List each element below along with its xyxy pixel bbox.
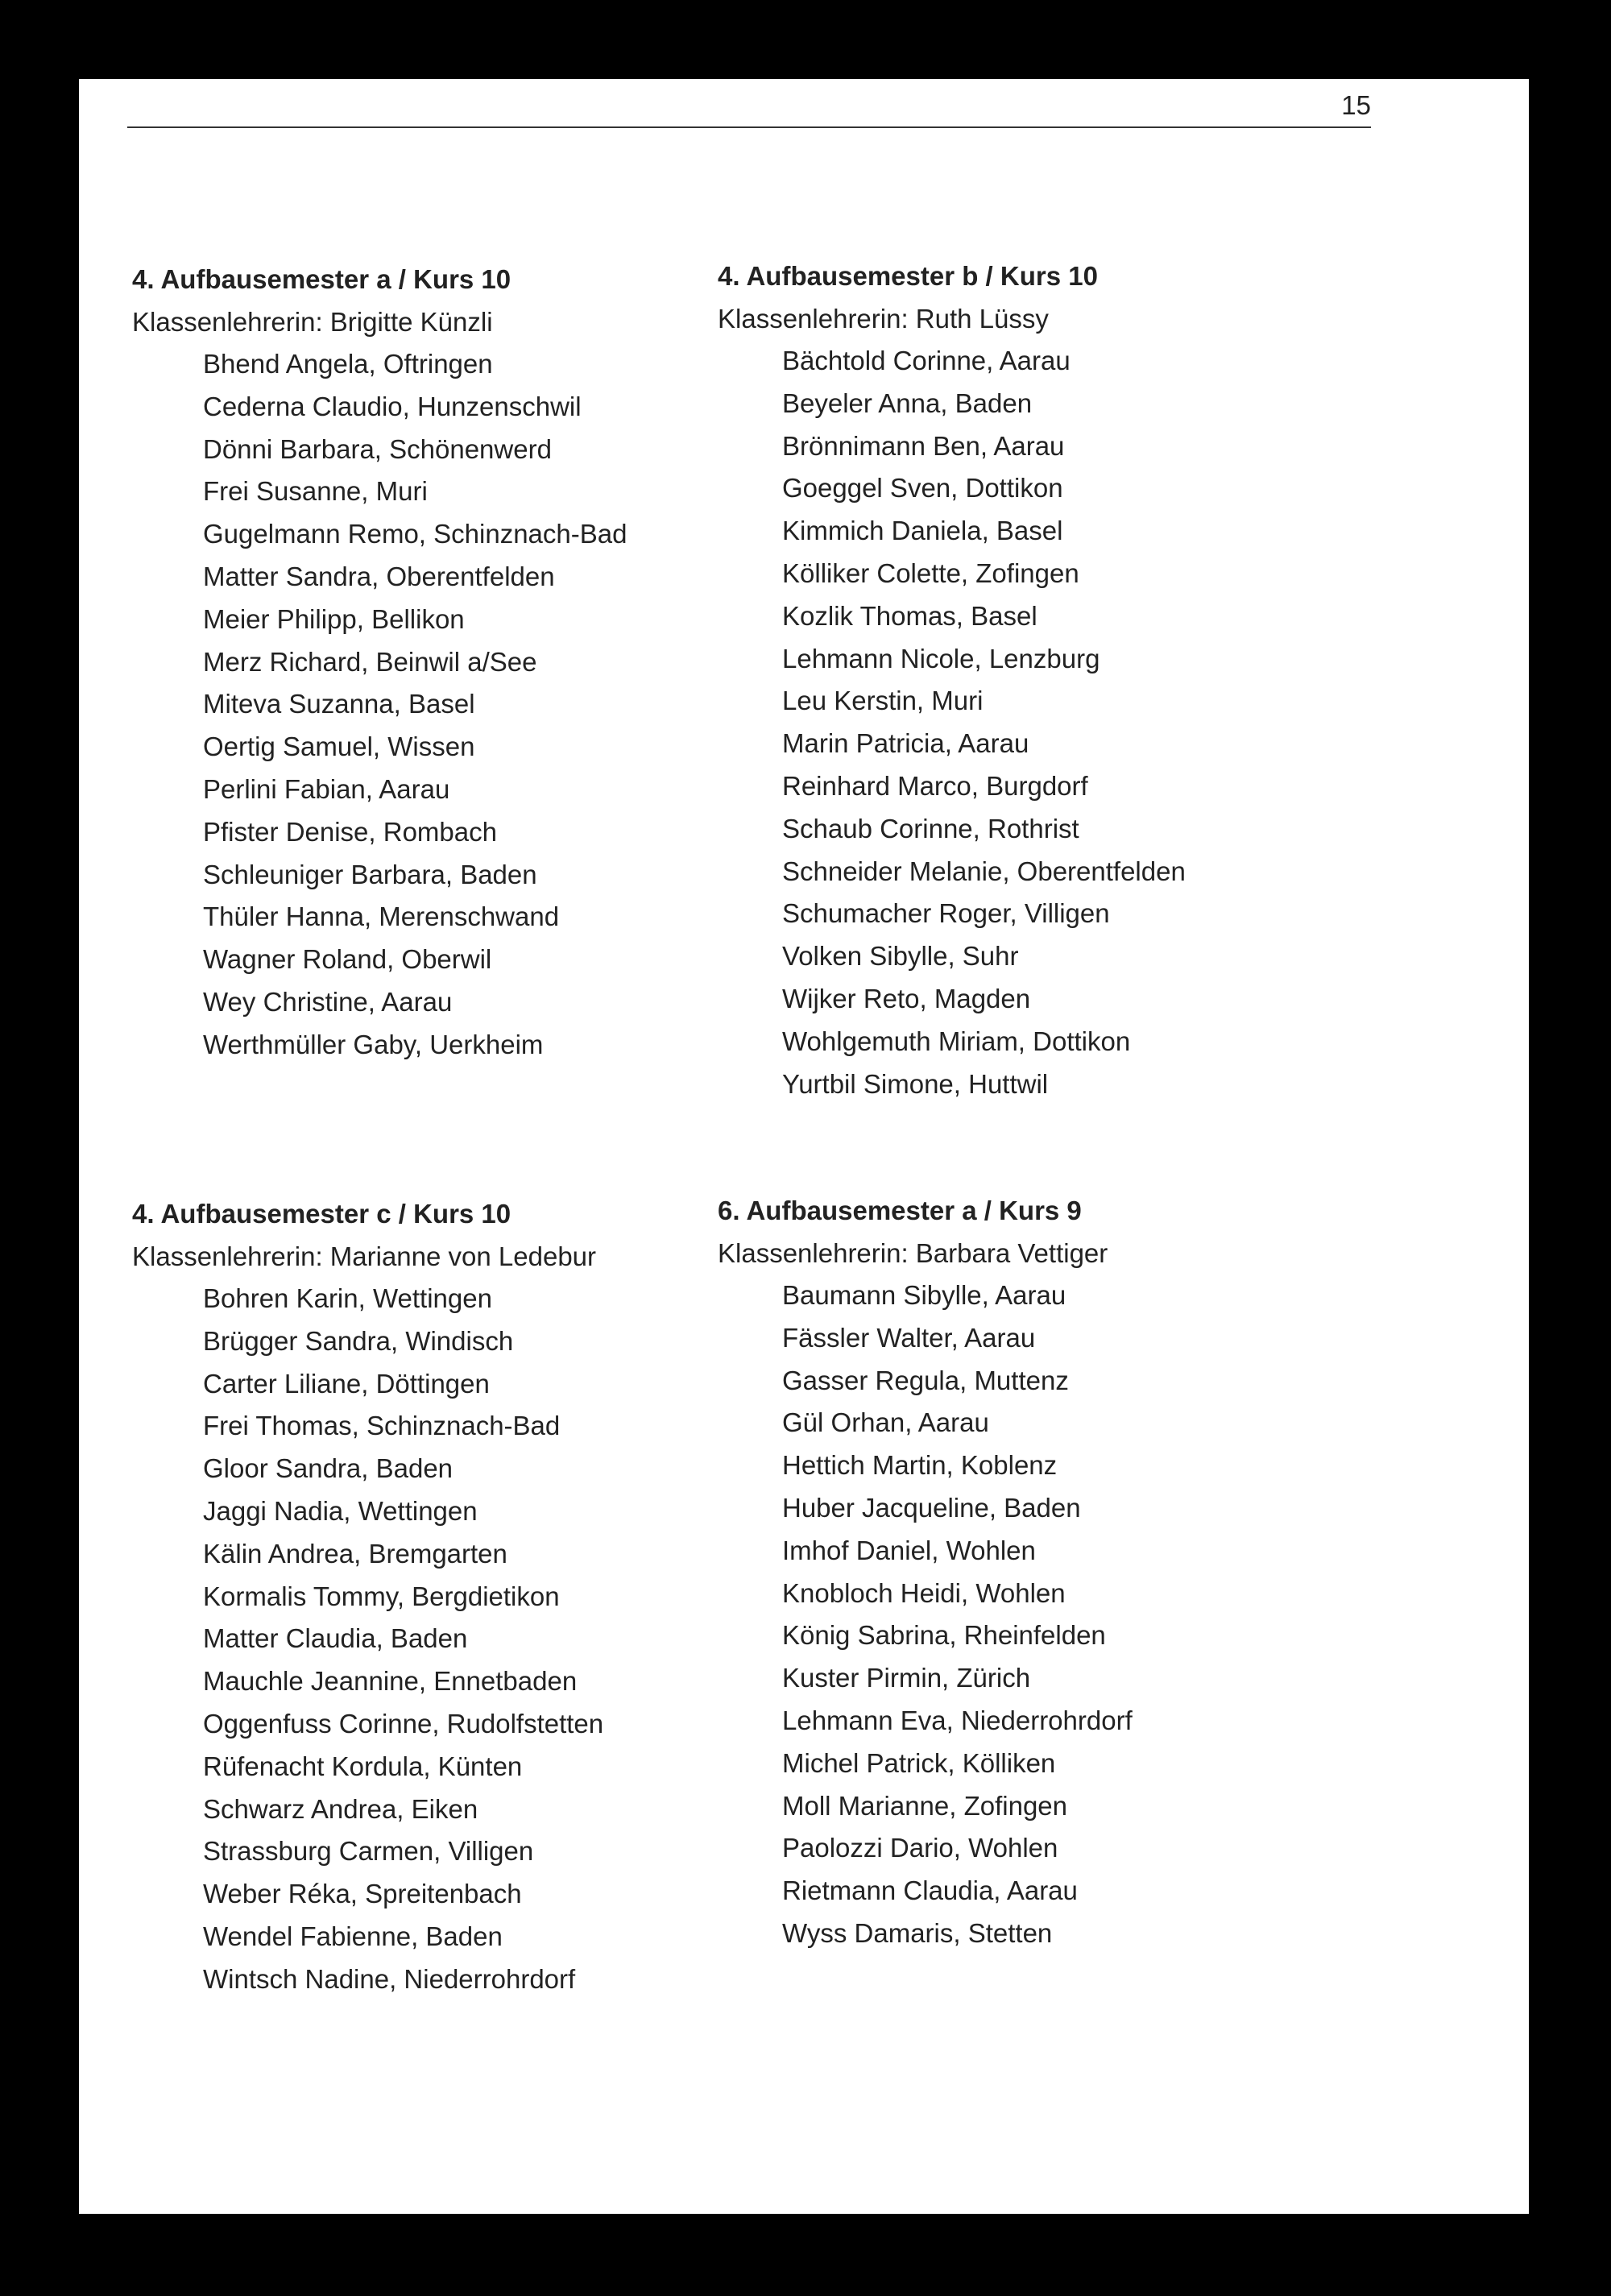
student-entry: Schwarz Andrea, Eiken [203,1793,478,1824]
section-title: 6. Aufbausemester a / Kurs 9 [718,1196,1082,1225]
student-entry: Wagner Roland, Oberwil [203,944,492,975]
section-title: 4. Aufbausemester c / Kurs 10 [132,1199,511,1229]
student-entry: Schaub Corinne, Rothrist [782,813,1079,843]
student-entry: Wyss Damaris, Stetten [782,1917,1053,1948]
student-entry: Kormalis Tommy, Bergdietikon [203,1581,560,1611]
student-entry: Gugelmann Remo, Schinznach-Bad [203,519,627,549]
class-teacher: Klassenlehrerin: Brigitte Künzli [132,307,493,337]
section-title: 4. Aufbausemester b / Kurs 10 [718,261,1098,291]
student-entry: Kozlik Thomas, Basel [782,600,1037,631]
student-entry: Jaggi Nadia, Wettingen [203,1495,478,1526]
student-entry: Gasser Regula, Muttenz [782,1365,1069,1395]
class-teacher: Klassenlehrerin: Ruth Lüssy [718,304,1049,334]
student-entry: Gül Orhan, Aarau [782,1407,989,1438]
student-entry: König Sabrina, Rheinfelden [782,1620,1106,1651]
student-entry: Schumacher Roger, Villigen [782,898,1110,929]
student-entry: Rietmann Claudia, Aarau [782,1875,1078,1906]
student-entry: Schleuniger Barbara, Baden [203,859,537,889]
student-entry: Moll Marianne, Zofingen [782,1790,1068,1821]
student-list [132,1278,603,2001]
student-entry: Bohren Karin, Wettingen [203,1283,492,1313]
student-entry: Thüler Hanna, Merenschwand [203,901,560,932]
student-entry: Lehmann Eva, Niederrohrdorf [782,1705,1133,1735]
section-title: 4. Aufbausemester a / Kurs 10 [132,264,511,294]
student-entry: Marin Patricia, Aarau [782,728,1029,759]
student-entry: Knobloch Heidi, Wohlen [782,1577,1066,1608]
student-entry: Carter Liliane, Döttingen [203,1368,490,1399]
student-entry: Paolozzi Dario, Wohlen [782,1833,1058,1863]
student-entry: Yurtbil Simone, Huttwil [782,1068,1049,1099]
student-entry: Brönnimann Ben, Aarau [782,430,1065,461]
student-entry: Merz Richard, Beinwil a/See [203,646,537,677]
student-entry: Oertig Samuel, Wissen [203,731,475,762]
student-entry: Miteva Suzanna, Basel [203,689,475,719]
student-entry: Weber Réka, Spreitenbach [203,1879,522,1909]
student-entry: Brügger Sandra, Windisch [203,1325,514,1356]
student-entry: Michel Patrick, Kölliken [782,1747,1056,1778]
student-entry: Frei Thomas, Schinznach-Bad [203,1411,561,1441]
student-entry: Imhof Daniel, Wohlen [782,1535,1036,1565]
student-entry: Kuster Pirmin, Zürich [782,1663,1031,1693]
student-entry: Dönni Barbara, Schönenwerd [203,433,552,464]
student-entry: Baumann Sibylle, Aarau [782,1280,1066,1310]
student-entry: Matter Claudia, Baden [203,1623,468,1654]
student-list [718,340,1186,1105]
student-entry: Kälin Andrea, Bremgarten [203,1538,507,1569]
student-entry: Schneider Melanie, Oberentfelden [782,856,1186,886]
student-entry: Oggenfuss Corinne, Rudolfstetten [203,1708,604,1739]
class-section-4b [718,255,1186,1105]
student-entry: Wohlgemuth Miriam, Dottikon [782,1026,1131,1056]
student-entry: Kölliker Colette, Zofingen [782,557,1079,588]
student-entry: Kimmich Daniela, Basel [782,516,1063,546]
student-entry: Bhend Angela, Oftringen [203,349,493,379]
student-entry: Mauchle Jeannine, Ennetbaden [203,1666,578,1697]
student-entry: Frei Susanne, Muri [203,476,428,507]
student-entry: Hettich Martin, Koblenz [782,1450,1058,1481]
student-entry: Wintsch Nadine, Niederrohrdorf [203,1963,576,1994]
student-entry: Bächtold Corinne, Aarau [782,346,1071,375]
student-entry: Lehmann Nicole, Lenzburg [782,643,1100,673]
student-entry: Wendel Fabienne, Baden [203,1921,503,1951]
student-entry: Pfister Denise, Rombach [203,816,497,847]
page-number: 15 [1341,90,1371,120]
student-list [132,343,627,1067]
student-entry: Reinhard Marco, Burgdorf [782,770,1088,801]
student-entry: Fässler Walter, Aarau [782,1322,1036,1353]
student-entry: Rüfenacht Kordula, Künten [203,1751,523,1781]
student-entry: Matter Sandra, Oberentfelden [203,561,555,591]
student-list [718,1274,1133,1955]
student-entry: Werthmüller Gaby, Uerkheim [203,1029,544,1059]
student-entry: Perlini Fabian, Aarau [203,773,450,804]
student-entry: Goeggel Sven, Dottikon [782,473,1063,504]
student-entry: Beyeler Anna, Baden [782,388,1033,418]
student-entry: Leu Kerstin, Muri [782,686,984,716]
header-rule [127,126,1371,128]
student-entry: Strassburg Carmen, Villigen [203,1836,534,1867]
student-entry: Wijker Reto, Magden [782,983,1031,1013]
class-teacher: Klassenlehrerin: Marianne von Ledebur [132,1241,597,1271]
student-entry: Gloor Sandra, Baden [203,1453,453,1484]
student-entry: Wey Christine, Aarau [203,986,453,1017]
student-entry: Meier Philipp, Bellikon [203,603,465,634]
student-entry: Huber Jacqueline, Baden [782,1492,1081,1523]
class-teacher: Klassenlehrerin: Barbara Vettiger [718,1238,1108,1268]
class-section-4c [132,1192,603,2001]
class-section-4a [132,258,627,1067]
class-section-6a [718,1189,1133,1955]
student-entry: Cederna Claudio, Hunzenschwil [203,391,582,421]
student-entry: Volken Sibylle, Suhr [782,941,1019,972]
